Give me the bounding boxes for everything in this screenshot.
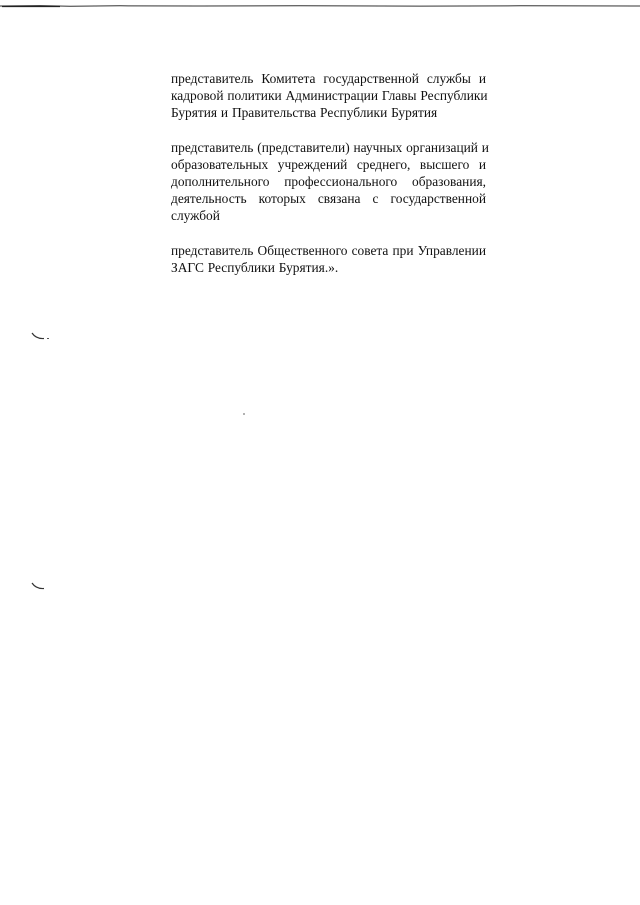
paragraph-scientific-representatives: [171, 139, 489, 225]
text-line: службой: [171, 208, 220, 224]
text-line: образовательных учреждений среднего, высшего и: [171, 156, 486, 172]
text-line: дополнительного профессионального образования,: [171, 174, 486, 190]
punch-hole-mark-upper: [30, 330, 60, 342]
scan-speck: [243, 413, 245, 415]
text-line: представитель (представители) научных организаций и: [171, 139, 489, 155]
text-line: ЗАГС Республики Бурятия.».: [171, 259, 339, 275]
text-line: кадровой политики Администрации Главы Республики: [171, 88, 488, 104]
punch-hole-mark-lower: [30, 580, 60, 592]
text-line: представитель Общественного совета при Управлении: [171, 242, 486, 258]
text-line: представитель Комитета государственной службы и: [171, 71, 486, 86]
document-body: [171, 70, 489, 293]
text-line: деятельность которых связана с государственной: [171, 191, 486, 207]
scan-edge-line: [0, 4, 640, 8]
paragraph-public-council-representative: [171, 242, 486, 276]
paragraph-committee-representative: [171, 70, 486, 122]
text-line: Бурятия и Правительства Республики Бурятия: [171, 105, 438, 121]
